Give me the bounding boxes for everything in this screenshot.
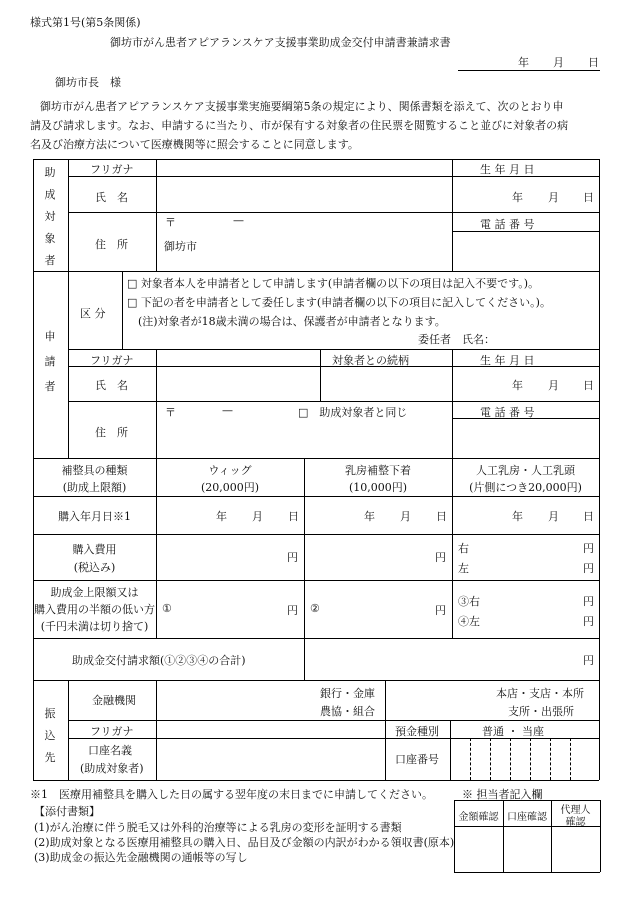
equipment-type-label: 補整具の種類 [61,464,128,477]
subject-birth-year: 年 [512,191,523,204]
prosthesis-column-header: 人工乳房・人工乳頭 [476,464,575,477]
circle-2-yen: 円 [435,604,446,617]
same-as-subject-checkbox[interactable]: □ 助成対象者と同じ [298,406,408,419]
applicant-postal-dash: — [222,404,233,417]
wig-date-day: 日 [288,510,299,523]
account-type-options[interactable]: 普通 ・ 当座 [482,725,544,738]
subject-birth-day: 日 [583,191,594,204]
applicant-relation-label: 対象者との続柄 [332,354,409,367]
staff-agent-check: 代理人 [560,805,591,816]
subject-city: 御坊市 [164,240,197,253]
circle-1: ① [162,602,172,615]
bra-cost-yen: 円 [435,551,446,564]
account-holder-label: 口座名義 [88,744,132,757]
cost-tax-label: (税込み) [73,561,116,574]
wig-column-header: ウィッグ [208,464,252,477]
applicant-birth-month: 月 [548,379,559,392]
circle-1-yen: 円 [287,604,298,617]
intro-line-2: 請及び請求します。なお、申請するに当たり、市が保有する対象者の住民票を閲覧すること並びに対象者の病 [30,119,569,132]
branch-type-2: 支所・出張所 [508,705,574,718]
bra-limit: (10,000円) [348,481,408,494]
prosthesis-cost-right: 右 [458,542,469,555]
account-holder-sub: (助成対象者) [80,762,144,775]
wig-limit: (20,000円) [200,481,260,494]
applicant-note: (注)対象者が18歳未満の場合は、保護者が申請者となります。 [138,315,446,328]
bank-label: 金融機関 [92,694,136,707]
purchase-date-label: 購入年月日※1 [58,510,131,523]
subject-name-label: 氏 名 [95,191,128,204]
applicant-address-label: 住 所 [95,426,128,439]
staff-account-check: 口座確認 [507,812,547,823]
applicant-birth-year: 年 [512,379,523,392]
total-request-yen: 円 [583,654,594,667]
prosthesis-date-month: 月 [548,510,559,523]
wig-date-year: 年 [216,510,227,523]
date-year-label: 年 [518,56,529,69]
circle-3-yen: 円 [583,595,594,608]
prosthesis-date-year: 年 [512,510,523,523]
page-title: 御坊市がん患者アピアランスケア支援事業助成金交付申請書兼請求書 [110,36,451,49]
subject-postal-mark: 〒 [165,216,176,229]
staff-agent-check-line2: 確認 [565,817,586,828]
prosthesis-cost-left-yen: 円 [583,562,594,575]
subject-birth-month: 月 [548,191,559,204]
applicant-birth-header: 生 年 月 日 [480,354,535,367]
cost-label: 購入費用 [72,543,117,556]
applicant-name-field[interactable] [160,367,318,400]
date-day-label: 日 [588,56,599,69]
attachment-2: (2)助成対象となる医療用補整具の購入日、品目及び金額の内訳がわかる領収書(原本) [34,836,455,849]
delegate-name-label: 委任者 氏名： [418,333,495,346]
transfer-furigana-label: フリガナ [90,725,134,738]
circle-4-yen: 円 [583,615,594,628]
attachment-1: (1)がん治療に伴う脱毛又は外科的治療等による乳房の変形を証明する書類 [34,821,402,834]
total-request-label: 助成金交付請求額(①②③④の合計) [72,654,246,667]
intro-line-3: 名及び治療方法について医療機関等に照会することに同意します。 [30,138,359,151]
account-type-label: 預金種別 [395,725,439,738]
prosthesis-date-day: 日 [583,510,594,523]
lower-limit-label-2: 購入費用の半額の低い方 [34,603,155,616]
attachments-title: 【添付書類】 [34,805,100,818]
applicant-category-label: 区 分 [80,307,106,320]
applicant-birth-day: 日 [583,379,594,392]
applicant-phone-header: 電 話 番 号 [480,406,535,419]
attachment-3: (3)助成金の振込先金融機関の通帳等の写し [34,851,248,864]
wig-date-month: 月 [252,510,263,523]
prosthesis-limit: (片側につき20,000円) [469,481,582,494]
bra-date-year: 年 [364,510,375,523]
circle-2: ② [310,602,320,615]
applicant-name-label: 氏 名 [95,379,128,392]
applicant-option-delegate[interactable]: □ 下記の者を申請者として委任します(申請者欄の以下の項目に記入してください。)。 [127,296,551,309]
form-number: 様式第1号(第5条関係) [30,16,141,29]
staff-box-title: ※ 担当者記入欄 [462,788,543,801]
bank-type-2: 農協・組合 [320,705,375,718]
bank-type-1: 銀行・金庫 [320,687,375,700]
bra-date-month: 月 [400,510,411,523]
equipment-limit-label: (助成上限額) [62,481,127,494]
account-number-label: 口座番号 [395,753,439,766]
lower-limit-label-3: (千円未満は切り捨て) [40,620,149,633]
subject-address-label: 住 所 [95,238,128,251]
date-month-label: 月 [553,56,564,69]
applicant-furigana-label: フリガナ [90,354,134,367]
prosthesis-cost-left: 左 [458,562,469,575]
subject-phone-header: 電 話 番 号 [480,218,535,231]
subject-furigana-label: フリガナ [90,163,134,176]
date-underline [458,70,600,71]
wig-cost-yen: 円 [287,551,298,564]
prosthesis-cost-right-yen: 円 [583,542,594,555]
staff-amount-check: 金額確認 [458,812,499,823]
subject-name-field[interactable] [160,176,450,211]
subject-postal-dash: — [233,214,244,227]
bra-column-header: 乳房補整下着 [345,464,411,477]
lower-limit-label-1: 助成金上限額又は [50,586,139,599]
branch-type-1: 本店・支店・本所 [496,687,584,700]
applicant-postal-mark: 〒 [165,406,176,419]
note-1: ※1 医療用補整具を購入した日の属する翌年度の末日までに申請してください。 [30,788,433,801]
applicant-option-self[interactable]: □ 対象者本人を申請者として申請します(申請者欄の以下の項目は記入不要です。)。 [127,277,540,290]
circle-4-left: ④左 [458,615,480,628]
bra-date-day: 日 [436,510,447,523]
addressee: 御坊市長 様 [55,76,121,89]
intro-line-1: 御坊市がん患者アピアランスケア支援事業実施要綱第5条の規定により、関係書類を添えて、次のとおり申 [40,100,564,113]
circle-3-right: ③右 [458,595,480,608]
subject-birth-header: 生 年 月 日 [480,163,535,176]
